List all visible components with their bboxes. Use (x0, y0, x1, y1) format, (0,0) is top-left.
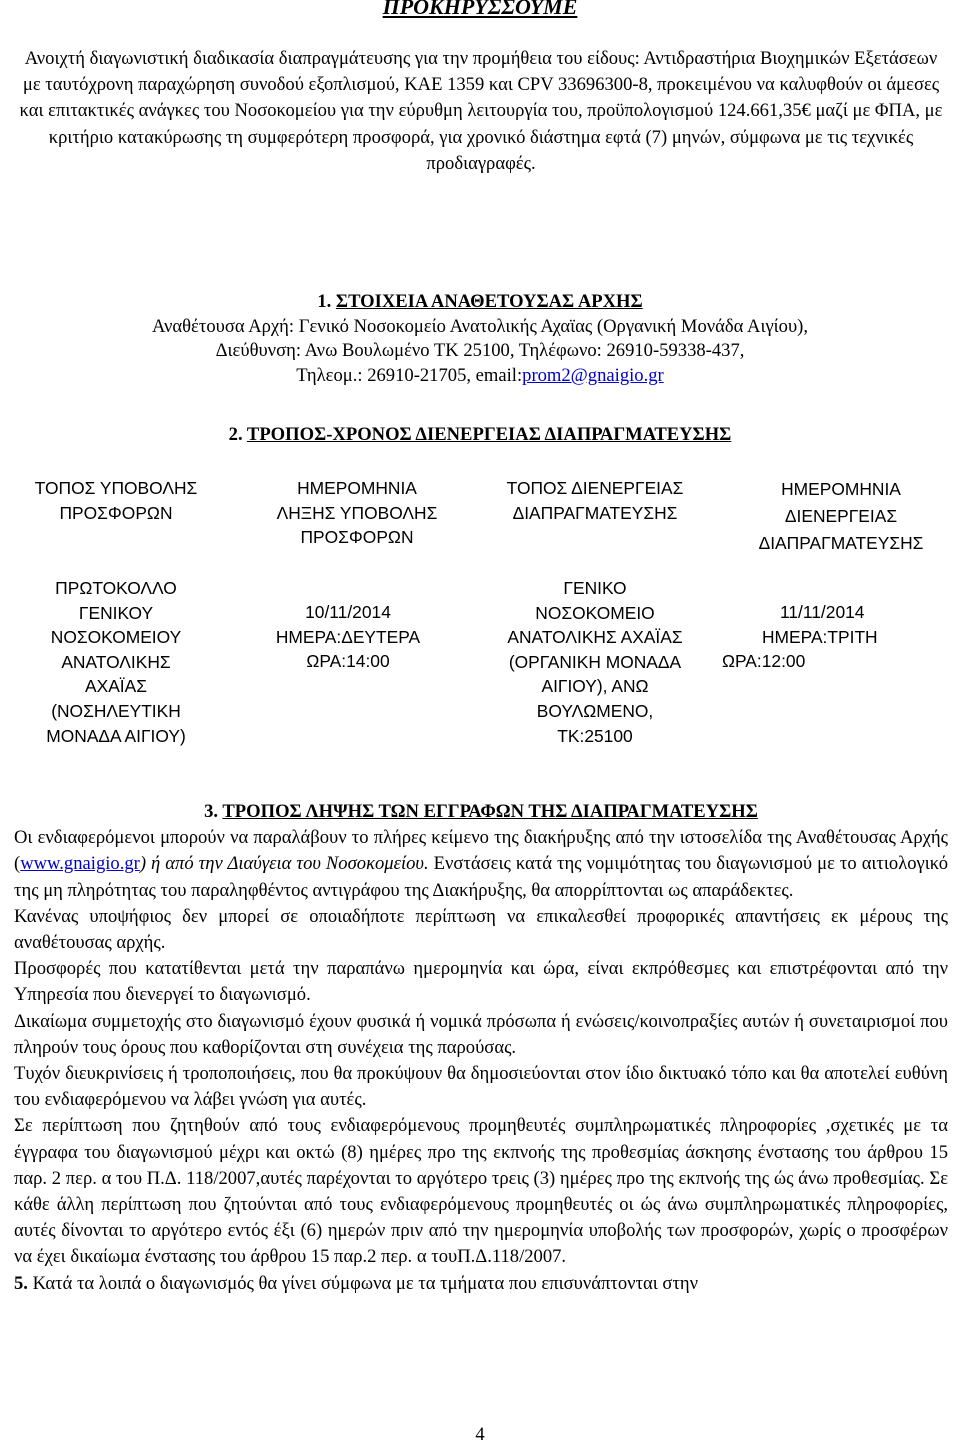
section-1 (40, 290, 920, 388)
cell-submission-deadline (232, 600, 464, 674)
header-text: ΠΡΟΣΦΟΡΩΝ (59, 502, 173, 523)
header-text: ΛΗΞΗΣ ΥΠΟΒΟΛΗΣ (276, 502, 438, 523)
header-text: ΤΟΠΟΣ ΔΙΕΝΕΡΓΕΙΑΣ (506, 478, 684, 498)
header-cell-negotiation-date (722, 476, 960, 557)
cell-text: (ΟΡΓΑΝΙΚΗ ΜΟΝΑΔΑ (508, 651, 682, 672)
section-2-title (0, 424, 960, 446)
authority-line: Αναθέτουσα Αρχή: Γενικό Νοσοκομείο Ανατολικής Αχαϊας (Οργανική Μονάδα Αιγίου), (151, 315, 809, 337)
cell-text: ΒΟΥΛΩΜΕΝΟ, (536, 700, 654, 721)
cell-text: ΑΧΑΪΑΣ (85, 676, 147, 697)
header-cell-submission-deadline (242, 476, 472, 550)
intro-paragraph: Ανοιχτή διαγωνιστική διαδικασία διαπραγμάτευσης για την προμήθεια του είδους: Αντιδραστήρια Βιοχημικών Εξετάσεων με ταυτόχρονη παραχώρηση συνοδού εξοπλισμού, ΚΑΕ 1359 και CPV 33696300-8, προκειμένου να καλυφθούν οι άμεσες και επιτακτικές ανάγκες του Νοσοκομείου για την εύρυθμη λειτουργία του, προϋπολογισμού 124.661,35€ μαζί με ΦΠΑ, με κριτήριο κατακύρωσης τη συμφερότερη προσφορά, για χρονικό διάστημα εφτά (7) μηνών, σύμφωνα με τις τεχνικές προδιαγραφές. (19, 48, 943, 174)
cell-negotiation-place (474, 576, 716, 748)
section-3-title-text: ΤΡΟΠΟΣ ΛΗΨΗΣ ΤΩΝ ΕΓΓΡΑΦΩΝ ΤΗΣ ΔΙΑΠΡΑΓΜΑΤΕΥΣΗΣ (222, 801, 758, 822)
cell-text: ΤΚ:25100 (557, 725, 633, 746)
fax-email-label: Τηλεομ.: 26910-21705, email: (296, 364, 523, 386)
cell-text: ΓΕΝΙΚΟΥ (78, 602, 154, 623)
cell-text: ΠΡΩΤΟΚΟΛΛΟ (55, 578, 177, 598)
section-5-number: 5. (14, 1272, 28, 1294)
paragraph-clarifications: Τυχόν διευκρινίσεις ή τροποποιήσεις, που θα προκύψουν θα δημοσιεύονται στον ίδιο δικτυακό τόπο και θα αποτελεί ευθύνη του ενδιαφερόμενου να λάβει γνώση για αυτές. (14, 1063, 948, 1111)
header-cell-submission-place (0, 476, 232, 525)
cell-text: ΝΟΣΟΚΟΜΕΙΟ (535, 602, 655, 623)
cell-submission-place (0, 576, 232, 748)
paragraph-oral-answers: Κανένας υποψήφιος δεν μπορεί σε οποιαδήποτε περίπτωση να επικαλεσθεί προφορικές απαντήσεις εκ μέρους της αναθέτουσας αρχής. (14, 905, 948, 954)
cell-text: ΑΙΓΙΟΥ), ΑΝΩ (541, 676, 649, 697)
page-number: 4 (475, 1424, 485, 1445)
header-text: ΠΡΟΣΦΟΡΩΝ (300, 527, 414, 548)
section-2-number: 2. (228, 424, 247, 445)
cell-text: ΜΟΝΑΔΑ ΑΙΓΙΟΥ) (46, 725, 186, 746)
cell-text: ΩΡΑ:14:00 (306, 651, 390, 672)
paragraph-document-access (14, 825, 948, 904)
header-text: ΔΙΑΠΡΑΓΜΑΤΕΥΣΗΣ (512, 502, 678, 523)
paragraph-late-offers: Προσφορές που κατατίθενται μετά την παραπάνω ημερομηνία και ώρα, είναι εκπρόθεσμες και επιστρέφονται από την Υπηρεσία που διενεργεί το διαγωνισμό. (14, 958, 948, 1006)
section-1-title (40, 290, 920, 315)
header-cell-negotiation-place (474, 476, 716, 525)
header-text: ΗΜΕΡΟΜΗΝΙΑ (297, 478, 417, 498)
section-3-number: 3. (204, 801, 223, 822)
cell-text: 11/11/2014 (780, 602, 865, 622)
email-link[interactable]: prom2@gnaigio.gr (522, 364, 664, 386)
cell-text: (ΝΟΣΗΛΕΥΤΙΚΗ (51, 700, 181, 721)
cell-text: ΗΜΕΡΑ:ΤΡΙΤΗ (762, 626, 878, 647)
header-text: ΔΙΑΠΡΑΓΜΑΤΕΥΣΗΣ (758, 533, 924, 553)
cell-text: ΓΕΝΙΚΟ (563, 578, 627, 598)
section-1-number: 1. (317, 291, 336, 312)
header-text: ΤΟΠΟΣ ΥΠΟΒΟΛΗΣ (34, 478, 198, 498)
text-run: Ενστάσεις κατά της νομιμότητας του διαγωνισμού με το αιτιολογικό της μη πληρότητας του παραληφθέντος αντιγράφου της Διακήρυξης, θα απορρίπτονται ως απαράδεκτες. (14, 853, 948, 901)
section-3-title (14, 799, 948, 825)
website-link[interactable]: www.gnaigio.gr (20, 853, 140, 875)
paragraph-supplementary-info: Σε περίπτωση που ζητηθούν από τους ενδιαφερόμενους προμηθευτές συμπληρωματικές πληροφορίες ,σχετικές με τα έγγραφα του διαγωνισμού μέχρι και οκτώ (8) ημέρες προ της εκπνοής της προθεσμίας άσκησης ένστασης του άρθρου 15 παρ. 2 περ. α του Π.Δ. 118/2007,αυτές παρέχονται το αργότερο τρεις (3) ημέρες προ της εκπνοής της ώς άνω προθεσμίας. Σε κάθε άλλη περίπτωση που ζητούνται από τους ενδιαφερόμενους προμηθευτές οι ώς άνω συμπληρωματικές πληροφορίες, αυτές δίνονται το αργότερο εντός έξι (6) ημερών πριν από την ημερομηνία υποβολής των προσφορών, χωρίς ο προσφέρων να έχει δικαίωμα ένστασης του άρθρου 15 παρ.2 περ. α τουΠ.Δ.118/2007. (14, 1115, 948, 1268)
address-line: Διεύθυνση: Ανω Βουλωμένο ΤΚ 25100, Τηλέφωνο: 26910-59338-437, (215, 340, 745, 362)
cell-text: ΑΝΑΤΟΛΙΚΗΣ (61, 651, 171, 672)
paragraph-eligibility: Δικαίωμα συμμετοχής στο διαγωνισμό έχουν φυσικά ή νομικά πρόσωπα ή ενώσεις/κοινοπραξίες αυτών ή συνεταιρισμοί που πληρούν τους όρους που καθορίζονται στη συνέχεια της παρούσας. (14, 1010, 948, 1058)
cell-negotiation-date (720, 600, 960, 674)
paragraph-section-5 (14, 1271, 948, 1297)
cell-text: ΩΡΑ:12:00 (722, 651, 806, 672)
text-run-italic: ) ή από την Διαύγεια του Νοσοκομείου. (139, 853, 429, 875)
contact-line (40, 364, 920, 389)
cell-text: ΝΟΣΟΚΟΜΕΙΟΥ (50, 627, 182, 648)
document-heading: ΠΡΟΚΗΡΥΣΣΟΥΜΕ (382, 0, 578, 19)
cell-text: ΑΝΑΤΟΛΙΚΗΣ ΑΧΑΪΑΣ (507, 627, 683, 648)
cell-text: ΗΜΕΡΑ:ΔΕΥΤΕΡΑ (275, 626, 421, 647)
text-run: Κατά τα λοιπά ο διαγωνισμός θα γίνει σύμφωνα με τα τμήματα που επισυνάπτονται στην (27, 1272, 699, 1294)
cell-text: 10/11/2014 (305, 602, 391, 622)
section-1-title-text: ΣΤΟΙΧΕΙΑ ΑΝΑΘΕΤΟΥΣΑΣ ΑΡΧΗΣ (335, 291, 643, 312)
header-text: ΗΜΕΡΟΜΗΝΙΑ (781, 479, 901, 499)
text-run: Οι ενδιαφερόμενοι μπορούν να παραλάβουν το πλήρες κείμενο της διακήρυξης από την ιστοσελίδα της Αναθέτουσας Αρχής ( (14, 827, 948, 875)
header-text: ΔΙΕΝΕΡΓΕΙΑΣ (784, 506, 898, 526)
section-3 (14, 799, 948, 1297)
section-2-title-text: ΤΡΟΠΟΣ-ΧΡΟΝΟΣ ΔΙΕΝΕΡΓΕΙΑΣ ΔΙΑΠΡΑΓΜΑΤΕΥΣΗΣ (246, 424, 732, 445)
